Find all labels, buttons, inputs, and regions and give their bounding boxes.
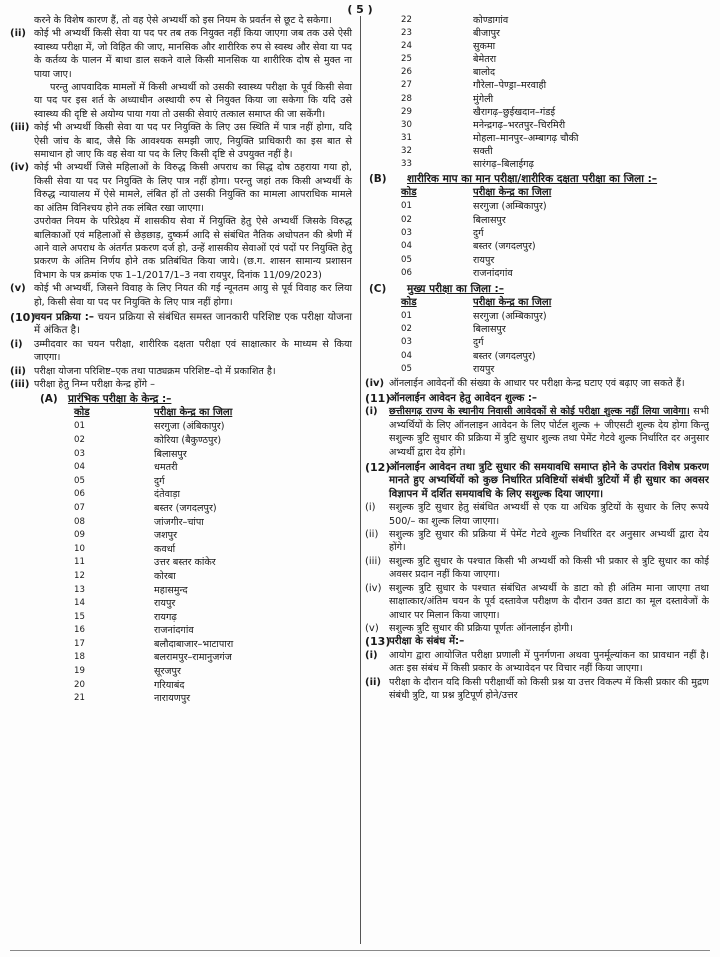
subsection-title: प्रारंभिक परीक्षा के केन्द्र :– bbox=[68, 393, 172, 406]
center-code: 18 bbox=[74, 652, 85, 663]
clause-number: (iv) bbox=[365, 377, 385, 389]
center-code: 21 bbox=[74, 693, 85, 704]
table-row bbox=[74, 665, 233, 679]
section-text: चयन प्रक्रिया से संबंधित समस्त जानकारी परिशिष्ट एक परीक्षा योजना में अंकित है। bbox=[34, 311, 352, 337]
center-code: 02 bbox=[401, 323, 412, 334]
clause-text: सशुल्क त्रुटि सुधार के पश्चात संबंधित अभ्यर्थी के डाटा को ही अंतिम माना जाएगा तथा साक्षात्कार/अंतिम चयन के पूर्व दस्तावेज परीक्षण के दौरान उक्त डाटा का मूल दस्तावेजों के आधार पर मिलान किया जाएगा। bbox=[389, 582, 709, 621]
center-code: 25 bbox=[401, 54, 412, 65]
center-code: 06 bbox=[401, 268, 412, 279]
table-row bbox=[74, 475, 233, 489]
subsection-letter: (B) bbox=[369, 173, 387, 186]
center-code: 03 bbox=[74, 448, 85, 459]
center-district: बस्तर (जगदलपुर) bbox=[473, 350, 536, 362]
table-row bbox=[74, 448, 233, 462]
table-row bbox=[401, 323, 551, 336]
center-code: 03 bbox=[401, 227, 412, 238]
table-row bbox=[401, 27, 579, 40]
clause-text: आयोग द्वारा आयोजित परीक्षा प्रणाली में पुनर्गणना अथवा पुनर्मूल्यांकन का प्रावधान नहीं है। अतः इस संबंध में किसी प्रकार के अभ्यावेदन पर विचार नहीं किया जाएगा। bbox=[389, 649, 709, 675]
center-code: 09 bbox=[74, 530, 85, 541]
center-district: सूरजपुर bbox=[154, 666, 181, 678]
table-row bbox=[401, 145, 579, 158]
continued-paragraph: करने के विशेष कारण हैं, तो वह ऐसे अभ्यर्थी को इस नियम के प्रवर्तन से छूट दे सकेगा। bbox=[34, 15, 332, 26]
clause-iv bbox=[10, 161, 352, 282]
table-row bbox=[401, 158, 579, 171]
center-code: 23 bbox=[401, 28, 412, 39]
table-row bbox=[74, 556, 233, 570]
table-row bbox=[401, 350, 551, 363]
left-column bbox=[10, 14, 361, 949]
center-district: जशपुर bbox=[154, 530, 178, 542]
page-number: ( 5 ) bbox=[347, 3, 373, 16]
clause-number: (i) bbox=[10, 338, 23, 350]
table-row bbox=[74, 434, 233, 448]
center-code: 04 bbox=[401, 241, 412, 252]
table-row bbox=[401, 14, 579, 27]
subsection-title: शारीरिक माप का मान परीक्षा/शारीरिक दक्षता परीक्षा का जिला :– bbox=[407, 173, 658, 186]
center-district: बालोद bbox=[473, 67, 496, 79]
section-10-i bbox=[10, 338, 352, 365]
table-row bbox=[74, 584, 233, 598]
bottom-rule bbox=[10, 950, 710, 951]
table-row bbox=[74, 502, 233, 516]
section-12-iv bbox=[365, 582, 709, 622]
center-code: 02 bbox=[401, 214, 412, 225]
center-district: बिलासपुर bbox=[473, 323, 506, 335]
center-district: धमतरी bbox=[154, 462, 178, 474]
center-district: बलरामपुर–रामानुजगंज bbox=[154, 652, 232, 664]
center-code: 17 bbox=[74, 638, 85, 649]
section-heading: ऑनलाईन आवेदन तथा त्रुटि सुधार की समयावधि समाप्त होने के उपरांत विशेष प्रकरण मानते हुए अभ्यर्थियों को कुछ निर्धारित प्रविष्टियों संबंधी त्रुटियों में ही सुधार का अवसर विज्ञापन में दर्शित समयावधि के लिए सशुल्क दिया जाएगा। bbox=[389, 462, 709, 500]
center-code: 20 bbox=[74, 679, 85, 690]
table-row bbox=[401, 53, 579, 66]
section-heading: चयन प्रक्रिया :– bbox=[34, 311, 94, 323]
section-13-i bbox=[365, 649, 709, 676]
center-district: राजनांदगांव bbox=[154, 625, 194, 637]
table-row bbox=[401, 66, 579, 79]
center-code: 19 bbox=[74, 666, 85, 677]
table-row bbox=[74, 570, 233, 584]
table-row bbox=[74, 611, 233, 625]
center-code: 28 bbox=[401, 93, 412, 104]
center-code: 02 bbox=[74, 434, 85, 445]
center-code: 05 bbox=[74, 475, 85, 486]
table-row bbox=[74, 516, 233, 530]
right-column bbox=[361, 14, 709, 949]
table-row bbox=[401, 254, 551, 267]
clause-text: सशुल्क त्रुटि सुधार की प्रक्रिया में पेमेंट गेटवे शुल्क निर्धारित दर अनुसार अभ्यर्थी द्वारा देय होंगे। bbox=[389, 529, 709, 554]
center-code: 08 bbox=[74, 516, 85, 527]
center-code: 11 bbox=[74, 557, 85, 568]
table-row bbox=[401, 214, 551, 227]
center-code: 16 bbox=[74, 625, 85, 636]
center-district: मोहला–मानपुर–अम्बागढ़ चौकी bbox=[473, 132, 579, 144]
clause-proviso: परन्तु आपवादिक मामलों में किसी अभ्यर्थी को उसकी स्वास्थ्य परीक्षा के पूर्व किसी सेवा या पद पर इस शर्त के अध्याधीन अस्थायी रुप से नियुक्त किया जा सकेगा कि यदि उसे स्वास्थ्य की दृष्टि से अयोग्य पाया गया तो उसकी सेवाएं तत्काल समाप्त की जा सकेंगी। bbox=[34, 82, 352, 120]
clause-text: परीक्षा के दौरान यदि किसी परीक्षार्थी को किसी प्रश्न या उत्तर विकल्प में किसी प्रकार की मुद्रण संबंधी त्रुटि, या प्रश्न त्रुटिपूर्ण होने/उत्तर bbox=[389, 676, 709, 701]
column-header-code: कोड bbox=[401, 296, 417, 308]
table-row bbox=[74, 488, 233, 502]
table-row bbox=[401, 336, 551, 349]
table-row bbox=[74, 461, 233, 475]
center-district: कोरबा bbox=[154, 570, 176, 582]
clause-number: (iv) bbox=[10, 162, 30, 174]
center-code: 05 bbox=[401, 364, 412, 375]
center-district: सक्ती bbox=[473, 145, 493, 157]
clause-text-continued: उपरोक्त नियम के परिप्रेक्ष्य में शासकीय सेवा में नियुक्ति हेतु ऐसे अभ्यर्थी जिसके विरुद्ध बालिकाओं एवं महिलाओं से छेड़छाड़, दुष्कर्म आदि से संबंधित नैतिक अधोपतन की श्रेणी में आने वाले अपराध के अंतर्गत प्रकरण दर्ज हो, उन्हें शासकीय सेवाओं एवं पदों पर नियुक्ति हेतु प्रकरण के अंतिम निर्णय होने तक प्रतिबंधित किया जाये। (छ.ग. शासन सामान्य प्रशासन विभाग के पत्र क्रमांक एफ 1–1/2017/1–3 नवा रायपुर, दिनांक 11/09/2023) bbox=[34, 216, 352, 281]
clause-text: परीक्षा हेतु निम्न परीक्षा केन्द्र होंगे – bbox=[34, 378, 155, 390]
center-district: रायपुर bbox=[154, 598, 176, 610]
section-12 bbox=[365, 461, 709, 501]
center-district: सरगुजा (अम्बिकापुर) bbox=[473, 201, 547, 213]
subsection-letter: (A) bbox=[40, 393, 58, 406]
clause-number: (i) bbox=[365, 406, 378, 418]
center-code: 10 bbox=[74, 543, 85, 554]
section-11-i bbox=[365, 405, 709, 459]
center-district: दुर्ग bbox=[473, 227, 484, 239]
section-heading: परीक्षा के संबंध में:– bbox=[389, 636, 465, 648]
centers-table-b bbox=[401, 186, 551, 280]
clause-number: (v) bbox=[365, 622, 379, 634]
subsection-b-heading bbox=[365, 172, 709, 186]
clause-ii bbox=[10, 27, 352, 121]
clause-text: परीक्षा योजना परिशिष्ट–एक तथा पाठ्यक्रम परिशिष्ट–दो में प्रकाशित है। bbox=[34, 365, 276, 377]
center-district: दंतेवाड़ा bbox=[154, 489, 180, 501]
center-code: 33 bbox=[401, 159, 412, 170]
clause-text-bold: छत्तीसगढ़ राज्य के स्थानीय निवासी आवेदकों से कोई परीक्षा शुल्क नहीं लिया जावेगा। bbox=[389, 406, 690, 418]
clause-text: उम्मीदवार का चयन परीक्षा, शारीरिक दक्षता परीक्षा एवं साक्षात्कार के माध्यम से किया जाएगा। bbox=[34, 338, 352, 364]
clause-number: (i) bbox=[365, 502, 376, 514]
clause-number: (i) bbox=[365, 649, 378, 661]
section-10-iii bbox=[10, 378, 352, 391]
center-district: बिलासपुर bbox=[473, 214, 506, 226]
clause-number: (iii) bbox=[10, 122, 30, 134]
table-row bbox=[74, 638, 233, 652]
center-code: 06 bbox=[74, 489, 85, 500]
center-district: दुर्ग bbox=[473, 337, 484, 349]
section-11 bbox=[365, 392, 709, 405]
column-header-center: परीक्षा केन्द्र का जिला bbox=[154, 407, 233, 419]
center-district: उत्तर बस्तर कांकेर bbox=[154, 557, 216, 569]
center-district: कोरिया (बैकुण्ठपुर) bbox=[154, 434, 222, 446]
clause-number: (ii) bbox=[10, 28, 26, 40]
table-row bbox=[401, 79, 579, 92]
center-district: राजनांदगांव bbox=[473, 268, 513, 280]
clause-text: कोई भी अभ्यर्थी जिसे महिलाओं के विरुद्ध किसी अपराध का सिद्ध दोष ठहराया गया हो, किसी सेवा या पद पर नियुक्ति के लिए पात्र नहीं होगा। परन्तु जहां तक किसी अभ्यर्थी के विरुद्ध न्यायालय में ऐसे मामले, लंबित हों तो उसकी नियुक्ति का मामला आपराधिक मामले का अंतिम विनिश्चय होने तक लंबित रखा जाएगा। bbox=[34, 162, 352, 214]
clause-text: ऑनलाईन आवेदनों की संख्या के आधार पर परीक्षा केन्द्र घटाए एवं बढ़ाए जा सकते हैं। bbox=[389, 377, 685, 389]
clause-text: सशुल्क त्रुटि सुधार के पश्चात किसी भी अभ्यर्थी को किसी भी प्रकार से त्रुटि सुधार का कोई अवसर प्रदान नहीं किया जाएगा। bbox=[389, 555, 709, 581]
center-district: गरियाबंद bbox=[154, 679, 185, 691]
center-district: नारायणपुर bbox=[154, 693, 191, 705]
clause-number: (ii) bbox=[10, 365, 26, 377]
center-district: बेमेतरा bbox=[473, 54, 497, 66]
center-district: कवर्धा bbox=[154, 543, 176, 555]
center-code: 12 bbox=[74, 570, 85, 581]
subsection-title: मुख्य परीक्षा का जिला :– bbox=[407, 282, 504, 295]
table-row bbox=[74, 624, 233, 638]
column-header-center: परीक्षा केन्द्र का जिला bbox=[473, 187, 552, 199]
clause-v bbox=[10, 282, 352, 309]
center-code: 04 bbox=[74, 462, 85, 473]
table-row bbox=[74, 692, 233, 706]
section-10 bbox=[10, 311, 352, 338]
center-district: खैरागढ़–छुईखदान–गंडई bbox=[473, 106, 556, 118]
table-row bbox=[401, 40, 579, 53]
center-district: सुकमा bbox=[473, 41, 496, 53]
table-row bbox=[74, 597, 233, 611]
center-code: 32 bbox=[401, 145, 412, 156]
section-10-ii bbox=[10, 365, 352, 378]
center-district: मुंगेली bbox=[473, 93, 494, 105]
center-code: 14 bbox=[74, 598, 85, 609]
center-district: बस्तर (जगदलपुर) bbox=[473, 241, 536, 253]
table-row bbox=[74, 420, 233, 434]
clause-number: (v) bbox=[10, 283, 26, 295]
center-code: 07 bbox=[74, 502, 85, 513]
section-number: (10) bbox=[10, 310, 36, 324]
section-12-iii bbox=[365, 555, 709, 582]
table-row bbox=[401, 227, 551, 240]
table-row bbox=[401, 132, 579, 145]
center-district: मनेन्द्रगढ़–भरतपुर–चिरमिरी bbox=[473, 119, 566, 131]
center-district: सारंगढ़–बिलाईगढ़ bbox=[473, 159, 534, 171]
center-district: बीजापुर bbox=[473, 28, 500, 40]
center-code: 04 bbox=[401, 350, 412, 361]
center-district: जांजगीर–चांपा bbox=[154, 516, 204, 528]
center-district: बलौदाबाजार–भाटापारा bbox=[154, 638, 234, 650]
column-header-code: कोड bbox=[74, 407, 90, 419]
center-district: रायपुर bbox=[473, 364, 495, 376]
center-district: सरगुजा (अंबिकापुर) bbox=[154, 421, 225, 433]
clause-number: (ii) bbox=[365, 676, 381, 688]
clause-text: सभी अभ्यर्थियों के लिए ऑनलाइन आवेदन के लिए पोर्टल शुल्क + जीएसटी शुल्क देय होगा किन्तु सशुल्क त्रुटि सुधार की प्रक्रिया में त्रुटि सुधार शुल्क तथा पेमेंट गेटवे शुल्क निर्धारित दर अनुसार अभ्यर्थी द्वारा देय होंगे। bbox=[389, 406, 709, 458]
centers-table-a bbox=[74, 406, 233, 705]
clause-text: सशुल्क त्रुटि सुधार हेतु संबंधित अभ्यर्थी से एक या अधिक त्रुटियों के सुधार के लिए रूपये 500/– का शुल्क लिया जाएगा। bbox=[389, 502, 709, 527]
center-code: 15 bbox=[74, 611, 85, 622]
center-code: 30 bbox=[401, 119, 412, 130]
center-district: बस्तर (जगदलपुर) bbox=[154, 502, 217, 514]
table-row bbox=[401, 93, 579, 106]
table-row bbox=[401, 119, 579, 132]
center-code: 05 bbox=[401, 254, 412, 265]
clause-number: (iii) bbox=[10, 378, 30, 390]
table-row bbox=[401, 200, 551, 213]
center-district: सरगुजा (अम्बिकापुर) bbox=[473, 310, 547, 322]
center-code: 27 bbox=[401, 80, 412, 91]
center-code: 03 bbox=[401, 337, 412, 348]
center-district: रायगढ़ bbox=[154, 611, 177, 623]
clause-text: सशुल्क त्रुटि सुधार की प्रक्रिया पूर्णतः ऑनलाईन होगी। bbox=[389, 622, 573, 634]
center-district: दुर्ग bbox=[154, 475, 165, 487]
clause-iii bbox=[10, 121, 352, 161]
center-district: कोण्डागांव bbox=[473, 15, 509, 26]
clause-number: (iv) bbox=[365, 582, 382, 594]
table-row bbox=[401, 363, 551, 376]
center-district: रायपुर bbox=[473, 254, 495, 266]
center-district: गौरेला–पेण्ड्रा–मरवाही bbox=[473, 80, 547, 92]
clause-text: कोई भी अभ्यर्थी किसी सेवा या पद पर तब तक नियुक्त नहीं किया जाएगा जब तक उसे ऐसी स्वास्थ्य परीक्षा में, जो विहित की जाए, मानसिक और शारीरिक रुप से स्वस्थ और सेवा या पद के कर्तव्य के पालन में बाधा डाल सकने वाले किसी मानसिक या शारीरिक दोष से मुक्त ना पाया जाए। bbox=[34, 28, 352, 80]
section-number: (12) bbox=[365, 461, 391, 475]
table-row bbox=[74, 651, 233, 665]
table-row bbox=[74, 543, 233, 557]
section-12-v bbox=[365, 622, 709, 635]
center-code: 01 bbox=[401, 201, 412, 212]
table-row bbox=[401, 240, 551, 253]
center-district: महासमुन्द bbox=[154, 584, 188, 596]
subsection-c-heading bbox=[365, 282, 709, 296]
subsection-letter: (C) bbox=[369, 282, 387, 295]
clause-iv-right bbox=[365, 377, 709, 390]
center-code: 01 bbox=[74, 421, 85, 432]
section-heading: ऑनलाईन आवेदन हेतु आवेदन शुल्क :– bbox=[389, 393, 538, 404]
center-code: 26 bbox=[401, 67, 412, 78]
section-12-i bbox=[365, 501, 709, 528]
column-header-center: परीक्षा केन्द्र का जिला bbox=[473, 296, 552, 308]
center-code: 24 bbox=[401, 41, 412, 52]
table-row bbox=[401, 106, 579, 119]
section-number: (11) bbox=[365, 392, 391, 405]
clause-number: (iii) bbox=[365, 555, 382, 567]
centers-table-c bbox=[401, 296, 551, 377]
centers-table-a-continued bbox=[401, 14, 579, 171]
center-district: बिलासपुर bbox=[154, 448, 187, 460]
section-number: (13) bbox=[365, 635, 391, 649]
center-code: 01 bbox=[401, 310, 412, 321]
page-body bbox=[10, 14, 710, 949]
section-13-ii bbox=[365, 676, 709, 703]
table-row bbox=[74, 529, 233, 543]
section-12-ii bbox=[365, 528, 709, 555]
clause-number: (ii) bbox=[365, 529, 379, 541]
table-row bbox=[74, 679, 233, 693]
table-row bbox=[401, 267, 551, 280]
column-header-code: कोड bbox=[401, 187, 417, 199]
table-row bbox=[401, 310, 551, 323]
center-code: 29 bbox=[401, 106, 412, 117]
subsection-a-heading bbox=[10, 392, 352, 406]
clause-text: कोई भी अभ्यर्थी, जिसने विवाह के लिए नियत की गई न्यूनतम आयु से पूर्व विवाह कर लिया हो, किसी सेवा या पद पर नियुक्ति के लिए पात्र नहीं होगा। bbox=[34, 283, 352, 308]
center-code: 31 bbox=[401, 132, 412, 143]
center-code: 22 bbox=[401, 15, 412, 25]
section-13 bbox=[365, 635, 709, 648]
clause-text: कोई भी अभ्यर्थी किसी सेवा या पद पर नियुक्ति के लिए उस स्थिति में पात्र नहीं होगा, यदि ऐसी जांच के बाद, जैसे कि आवश्यक समझी जाए, नियुक्ति प्राधिकारी का इस बात से समाधान हो जाए कि वह सेवा या पद के लिए किसी दृष्टि से उपयुक्त नहीं है। bbox=[34, 122, 352, 161]
center-code: 13 bbox=[74, 584, 85, 595]
